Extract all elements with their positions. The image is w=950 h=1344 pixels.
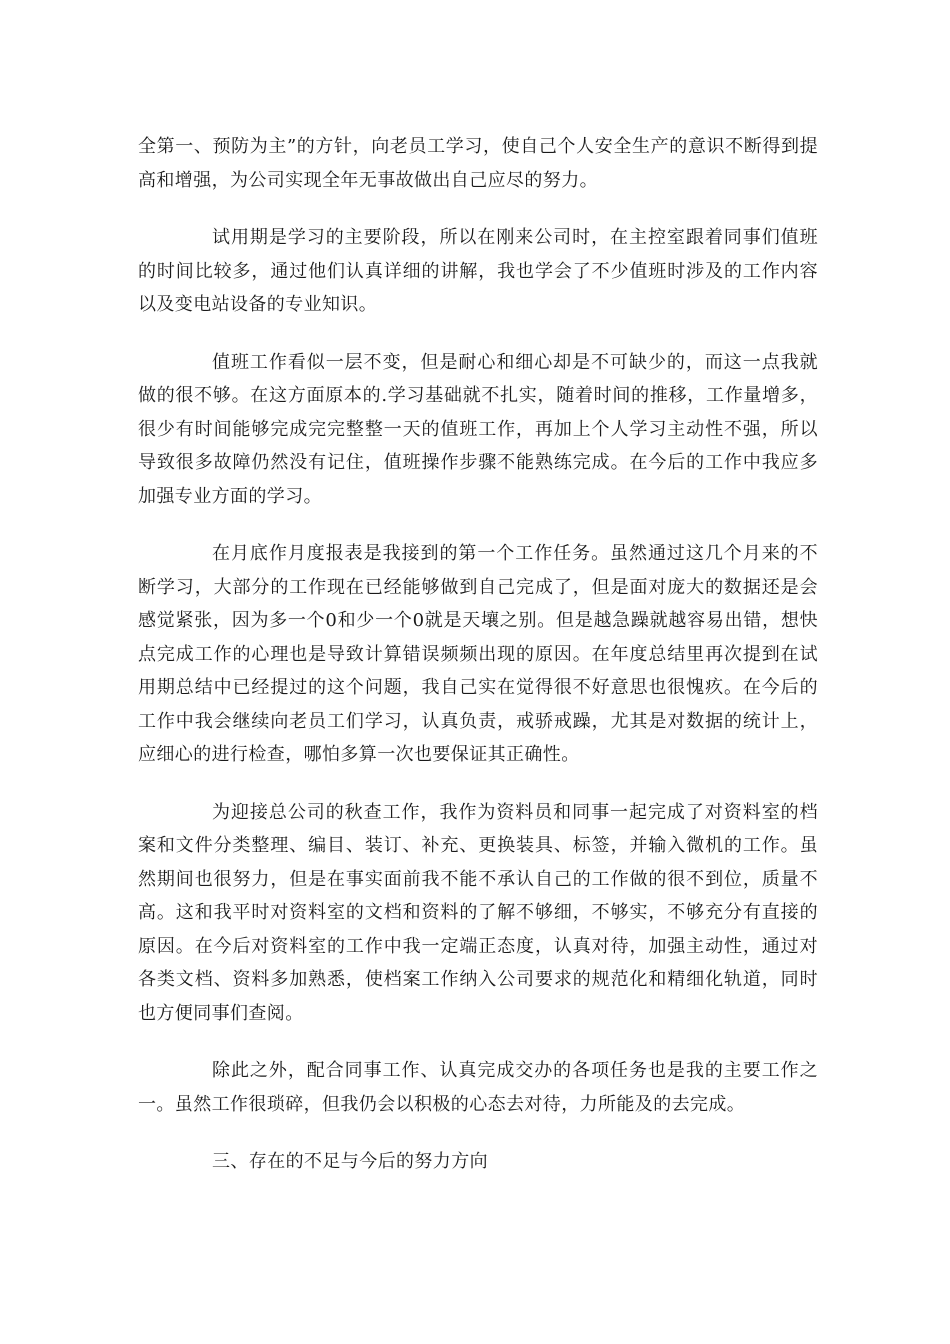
paragraph-other-tasks: 除此之外，配合同事工作、认真完成交办的各项任务也是我的主要工作之一。虽然工作很琐碎，但我仍会以积极的心态去对待，力所能及的去完成。 xyxy=(138,1060,818,1115)
paragraph-monthly-report: 在月底作月度报表是我接到的第一个工作任务。虽然通过这几个月来的不断学习，大部分的工作现在已经能够做到自己完成了，但是面对庞大的数据还是会感觉紧张，因为多一个0和少一个0就是天壤之别。但是越急躁就越容易出错，想快点完成工作的心理也是导致计算错误频频出现的原因。在年度总结里再次提到在试用期总结中已经提过的这个问题，我自己实在觉得很不好意思也很愧疚。在今后的工作中我会继续向老员工们学习，认真负责，戒骄戒躁，尤其是对数据的统计上，应细心的进行检查，哪怕多算一次也要保证其正确性。 xyxy=(138,543,818,765)
paragraph-archive-work: 为迎接总公司的秋查工作，我作为资料员和同事一起完成了对资料室的档案和文件分类整理、编目、装订、补充、更换装具、标签，并输入微机的工作。虽然期间也很努力，但是在事实面前我不能不承认自己的工作做的很不到位，质量不高。这和我平时对资料室的文档和资料的了解不够细，不够实，不够充分有直接的原因。在今后对资料室的工作中我一定端正态度，认真对待，加强主动性，通过对各类文档、资料多加熟悉，使档案工作纳入公司要求的规范化和精细化轨道，同时也方便同事们查阅。 xyxy=(138,801,818,1024)
document-body xyxy=(138,130,818,1179)
paragraph-safety: 全第一、预防为主”的方针，向老员工学习，使自己个人安全生产的意识不断得到提高和增强，为公司实现全年无事故做出自己应尽的努力。 xyxy=(138,136,818,191)
section-heading: 三、存在的不足与今后的努力方向 xyxy=(212,1151,488,1172)
paragraph-probation-learning: 试用期是学习的主要阶段，所以在刚来公司时，在主控室跟着同事们值班的时间比较多，通过他们认真详细的讲解，我也学会了不少值班时涉及的工作内容以及变电站设备的专业知识。 xyxy=(138,227,818,315)
paragraph-duty-work: 值班工作看似一层不变，但是耐心和细心却是不可缺少的，而这一点我就做的很不够。在这方面原本的.学习基础就不扎实，随着时间的推移，工作量增多，很少有时间能够完成完完整整一天的值班工作，再加上个人学习主动性不强，所以导致很多故障仍然没有记住，值班操作步骤不能熟练完成。在今后的工作中我应多加强专业方面的学习。 xyxy=(138,351,818,507)
